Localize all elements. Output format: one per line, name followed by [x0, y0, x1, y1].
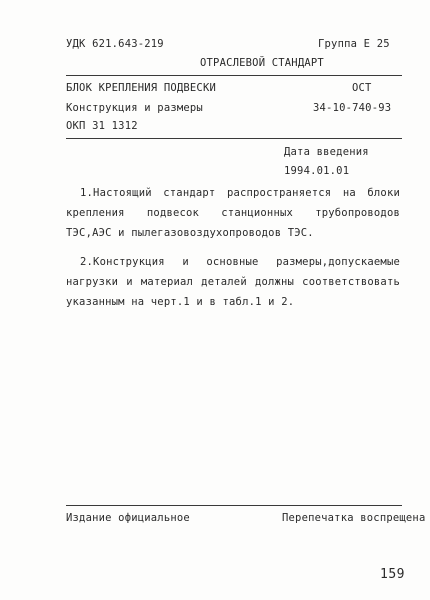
okp-code: ОКП 31 1312 — [66, 120, 138, 132]
title-block-divider — [66, 138, 402, 139]
document-title: БЛОК КРЕПЛЕНИЯ ПОДВЕСКИ — [66, 82, 216, 94]
footer-divider — [66, 505, 402, 506]
page-number: 159 — [380, 567, 405, 582]
intro-date-label: Дата введения — [284, 146, 369, 158]
document-subtitle: Конструкция и размеры — [66, 102, 203, 114]
ost-label: ОСТ — [352, 82, 372, 94]
reprint-note: Перепечатка воспрещена — [282, 512, 426, 524]
header-divider — [66, 75, 402, 76]
udk-code: УДК 621.643-219 — [66, 38, 164, 50]
standard-type-heading: ОТРАСЛЕВОЙ СТАНДАРТ — [200, 57, 324, 69]
ost-number: 34-10-740-93 — [313, 102, 392, 114]
paragraph-2: 2.Конструкция и основные размеры,допускаемые нагрузки и материал деталей должны соответствовать указанным на черт.1 и в табл.1 и 2. — [66, 256, 400, 308]
intro-date-value: 1994.01.01 — [284, 165, 350, 177]
group-code: Группа Е 25 — [318, 38, 390, 50]
paragraph-1: 1.Настоящий стандарт распространяется на блоки крепления подвесок станционных трубопроводов ТЭС,АЭС и пылегазовоздухопроводов ТЭС. — [66, 187, 400, 239]
edition-note: Издание официальное — [66, 512, 190, 524]
